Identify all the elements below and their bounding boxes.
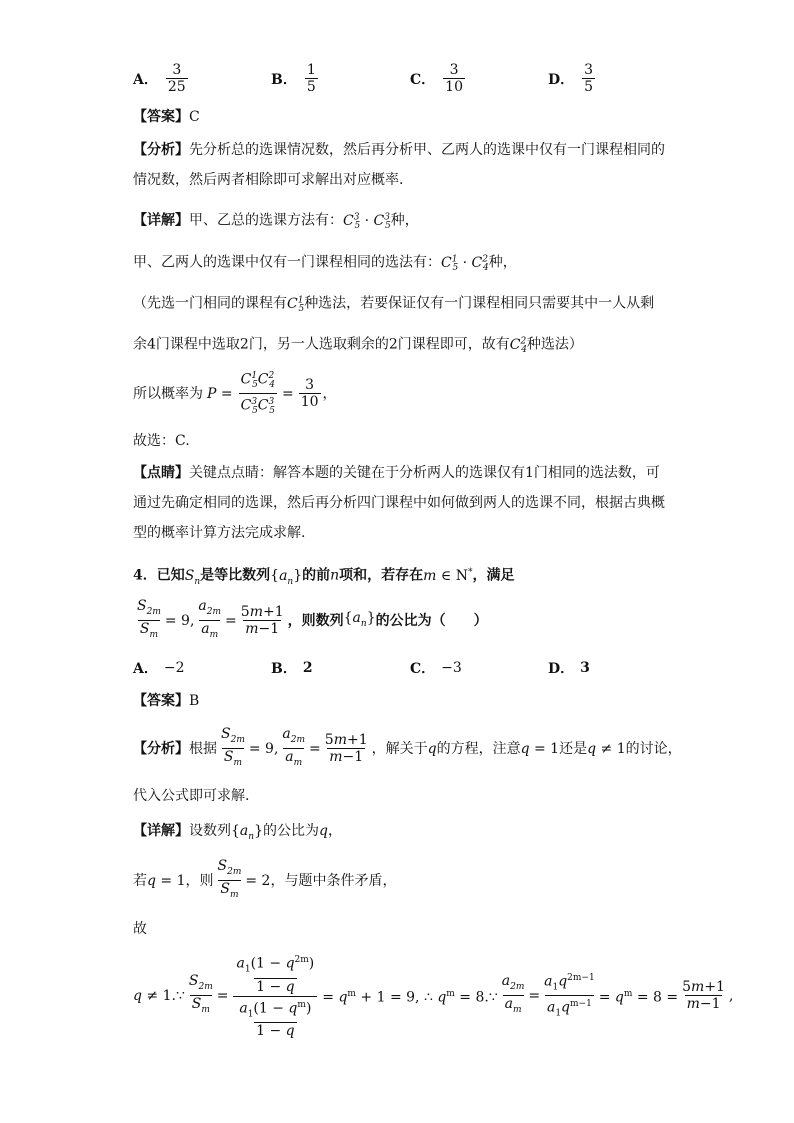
q4-analysis-line-2: 代入公式即可求解. bbox=[133, 788, 250, 804]
q4-option-b: B． 2 bbox=[271, 660, 313, 677]
option-label: C． bbox=[410, 72, 436, 88]
formula-fraction: $\frac{a_{2m}}{a_m}$ bbox=[196, 598, 223, 644]
option-label: D． bbox=[548, 72, 575, 88]
q4-option-d: D． 3 bbox=[548, 660, 590, 677]
formula: P = bbox=[207, 386, 233, 402]
q4-detail-line-1: 【详解】设数列$\{a_n\}$的公比为q， bbox=[133, 823, 342, 842]
option-fraction: $\frac{3}{10}$ bbox=[445, 62, 463, 95]
q3-detail-line-4: 余4门课程中选取2门，另一人选取剩余的2门课程即可，故有$C^2_4$种选法） bbox=[133, 336, 583, 356]
formula-fraction: $\frac{a_{2m}}{a_m}$ bbox=[280, 726, 307, 772]
formula-fraction: $\frac{3}{10}$ bbox=[300, 377, 319, 410]
q3-comment-line-2: 通过先确定相同的选课，然后再分析四门课程中如何做到两人的选课不同，根据古典概 bbox=[133, 495, 665, 511]
formula-fraction: $\frac{5m+1}{m-1}$ bbox=[240, 604, 284, 637]
formula: $C^1_5$ bbox=[287, 295, 305, 315]
q4-detail-formula: q ≠ 1.∵ $\frac{S_{2m}}{S_m}$ = $\frac{\frac{a_1(1 - q^{2m})}{1 - q}}{\frac{a_1(1 - q^m)}{1 - q}}$ = $q^m + 1 = 9$, ∴ $q^m$ = 8.∵ $\frac{a_{2m}}{a_m}$ = $\frac{a_1q^{2m-1}}{a_1q^{m-1}}$ = $q^m = 8$ = $\frac{5m+1}{m-1}$ , bbox=[133, 950, 733, 1042]
q4-detail-line-2: 若 q = 1 ，则 $\frac{S_{2m}}{S_m}$ = 2 ，与题中条件矛盾， bbox=[133, 860, 396, 902]
q4-analysis-line-1: 【分析】 根据 $\frac{S_{2m}}{S_m}$ = 9, $\frac{a_{2m}}{a_m}$ = $\frac{5m+1}{m-1}$ ，解关于 q 的方程，注意 q = 1 还是 q ≠ 1 的讨论， bbox=[133, 728, 682, 770]
q3-detail-line-2: 甲、乙两人的选课中仅有一门课程相同的选法有：$C^1_5 \cdot C^2_4$种， bbox=[133, 254, 517, 274]
q3-detail-line-5: 所以概率为 P = $\frac{C^1_5C^2_4}{C^3_5C^3_5}$ = $\frac{3}{10}$ ， bbox=[133, 374, 337, 414]
q3-analysis-line-2: 情况数，然后两者相除即可求解出对应概率. bbox=[133, 172, 404, 188]
q4-answer: 【答案】B bbox=[133, 693, 200, 709]
formula-fraction: $\frac{5m+1}{m-1}$ bbox=[324, 732, 368, 765]
q4-detail-line-3: 故 bbox=[133, 921, 147, 937]
q4-option-a: A． −2 bbox=[133, 660, 185, 677]
q3-option-c bbox=[410, 62, 467, 96]
q4-stem-line-2: $\frac{S_{2m}}{S_m}$ = 9, $\frac{a_{2m}}{a_m}$ = $\frac{5m+1}{m-1}$ ，则数列 $\{a_n\}$ 的公比为（ ） bbox=[133, 600, 488, 642]
q3-detail-line-1: 【详解】甲、乙总的选课方法有：$C^3_5 \cdot C^3_5$种， bbox=[133, 212, 419, 232]
formula-fraction: $\frac{S_{2m}}{S_m}$ bbox=[135, 598, 163, 644]
formula-fraction: $\frac{S_{2m}}{S_m}$ bbox=[187, 973, 215, 1019]
q3-comment-line-3: 型的概率计算方法完成求解. bbox=[133, 525, 306, 541]
formula-fraction: $\frac{a_1q^{2m-1}}{a_1q^{m-1}}$ bbox=[542, 970, 597, 1023]
option-label: B． bbox=[271, 72, 297, 88]
q3-comment-line-1: 【点睛】关键点点睛：解答本题的关键在于分析两人的选课仅有1门相同的选法数，可 bbox=[133, 465, 660, 481]
option-fraction: $\frac{1}{5}$ bbox=[306, 62, 316, 95]
formula: $C^3_5 \cdot C^3_5$ bbox=[343, 212, 391, 232]
q3-detail-line-6: 故选：C. bbox=[133, 433, 190, 449]
q4-option-c: C． −3 bbox=[410, 660, 462, 677]
q3-option-a bbox=[133, 62, 190, 96]
q3-analysis-line-1: 【分析】先分析总的选课情况数，然后再分析甲、乙两人的选课中仅有一门课程相同的 bbox=[133, 142, 665, 158]
q3-option-b bbox=[271, 62, 320, 96]
formula: $C^2_4$ bbox=[509, 336, 527, 356]
q3-detail-line-3: （先选一门相同的课程有$C^1_5$种选法，若要保证仅有一门课程相同只需要其中一人从剩 bbox=[133, 295, 655, 315]
formula: $C^1_5 \cdot C^2_4$ bbox=[441, 254, 489, 274]
formula-fraction: $\frac{\frac{a_1(1 - q^{2m})}{1 - q}}{\frac{a_1(1 - q^m)}{1 - q}}$ bbox=[230, 952, 320, 1040]
q3-option-d bbox=[548, 62, 597, 96]
formula-fraction: $\frac{a_{2m}}{a_m}$ bbox=[500, 973, 527, 1019]
formula-fraction: $\frac{C^1_5C^2_4}{C^3_5C^3_5}$ bbox=[239, 368, 277, 421]
option-label: A． bbox=[133, 72, 158, 88]
formula-fraction: $\frac{S_{2m}}{S_m}$ bbox=[219, 726, 247, 772]
q3-answer: 【答案】C bbox=[133, 109, 200, 125]
formula-fraction: $\frac{5m+1}{m-1}$ bbox=[682, 979, 725, 1012]
formula-fraction: $\frac{S_{2m}}{S_m}$ bbox=[216, 858, 244, 904]
option-fraction: $\frac{3}{5}$ bbox=[584, 62, 594, 95]
q4-stem-line-1: 4．已知$S_n$是等比数列$\{a_n\}$的前n项和，若存在m ∈ N*，满足 bbox=[133, 567, 515, 587]
option-fraction: $\frac{3}{25}$ bbox=[167, 62, 186, 95]
